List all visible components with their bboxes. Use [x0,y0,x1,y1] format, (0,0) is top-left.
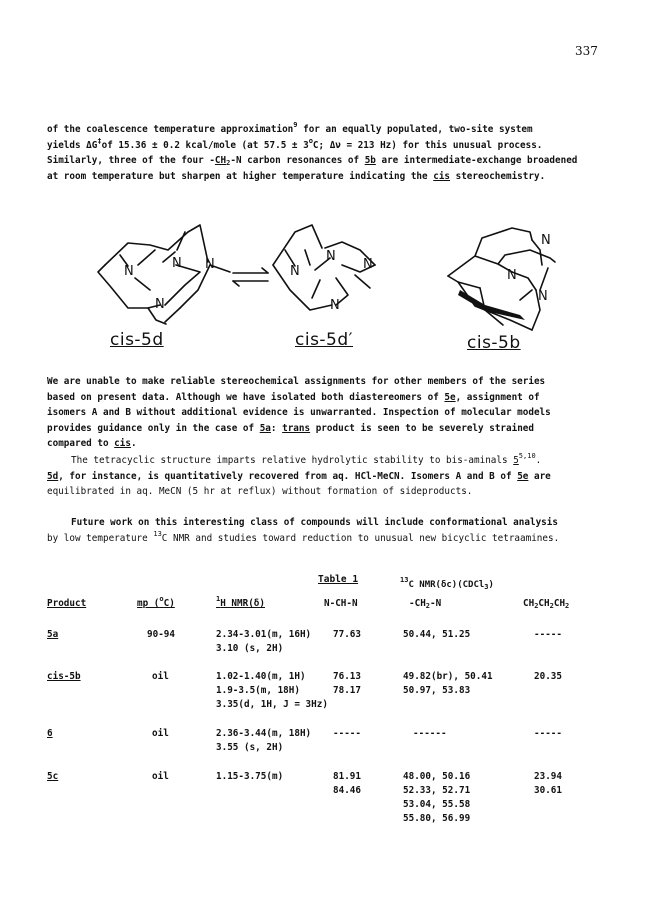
col-header-ch2n: $-CH_2-N$ [409,598,442,610]
row-5c-hnmr: 1.15-3.75(m) [216,771,284,782]
equilibrium-arrows [233,268,268,286]
row-cis5b-nchn: 76.13 78.17 [333,671,361,696]
row-cis5b-mp: oil [152,671,169,682]
row-5c-chchch: 23.94 30.61 [534,771,562,796]
row-6-hnmr: 2.36-3.44(m, 18H) 3.55 (s, 2H) [216,728,312,753]
row-cis5b-chchch: 20.35 [534,671,562,682]
row-5c-nchn: 81.91 84.46 [333,771,361,796]
row-5a-hnmr: 2.34-3.01(m, 16H) 3.10 (s, 2H) [216,629,312,654]
row-cis5b-ch2n: 49.82(br), 50.41 50.97, 53.83 [403,671,493,696]
atom-n-6: N [326,249,336,264]
atom-n-10: N [541,233,551,248]
atom-n-1: N [124,264,134,279]
row-5c-ch2n: 48.00, 50.16 52.33, 52.71 53.04, 55.58 55.80, 56.99 [403,771,471,824]
structure-cis-5d-prime [273,225,375,310]
row-5a-ch2n: 50.44, 51.25 [403,629,471,640]
row-6-nchn: ----- [333,728,361,739]
label-cis-5b: cis-5b [467,333,521,353]
paragraph-future-work: Future work on this interesting class of compounds will include conformational analysis by low temperature $^{13}$C NMR and studies toward reduction to unusual new bicyclic tetraamines. [47,517,560,544]
row-5a-chchch: ----- [534,629,562,640]
row-cis5b-hnmr: 1.02-1.40(m, 1H) 1.9-3.5(m, 18H) 3.35(d, 1H, J = 3Hz) [216,671,328,710]
page-number: 337 [575,44,598,58]
atom-n-5: N [290,264,300,279]
paragraph-stability: The tetracyclic structure imparts relative hydrolytic stability to bis-aminals 5$^{5,10}$. 5d, for instance, is quantitatively recovered from aq. HCl-MeCN. Isomers A and B of 5e are equilibrated in aq. MeCN (5 hr at reflux) without formation of sideproducts. [47,452,551,497]
row-6-ch2n: ------ [413,728,447,739]
atom-n-7: N [363,257,373,272]
col-header-nchn: N-CH-N [324,598,358,609]
label-cis-5d-prime: cis-5d′ [295,330,354,350]
row-cis5b-product: cis-5b [47,671,81,682]
row-5c-product: 5c [47,771,59,782]
col-header-mp: mp ($^o$C) [137,595,175,609]
atom-n-11: N [538,289,548,304]
label-cis-5d: cis-5d [110,330,164,350]
row-6-chchch: ----- [534,728,562,739]
row-6-mp: oil [152,728,169,739]
row-6-product: 6 [47,728,53,739]
row-5c-mp: oil [152,771,169,782]
structures-figure [80,210,600,370]
table-cnmr-header: $^{13}$C NMR(δc)(CDCl$_3$) [400,576,494,591]
row-5a-mp: 90-94 [147,629,175,640]
table-title: Table 1 [318,574,359,585]
col-header-hnmr: $^1$H NMR(δ) [216,595,265,609]
atom-n-4: N [155,297,165,312]
col-header-chchch: $CH_2CH_2CH_2$ [523,598,570,610]
atom-n-3: N [205,257,215,272]
col-header-product: Product [47,598,87,609]
row-5a-nchn: 77.63 [333,629,361,640]
atom-n-8: N [330,298,340,313]
atom-n-2: N [172,256,182,271]
row-5a-product: 5a [47,629,59,640]
paragraph-assignments: We are unable to make reliable stereochemical assignments for other members of the series based on present data. Although we have isolated both diastereomers of 5e, assignment of isomers A and B without additional evidence is unwarranted. Inspection of molecular models provides guidance only in the case of 5a: trans product is seen to be severely strained compared to cis. [47,376,551,449]
paragraph-coalescence: of the coalescence temperature approximation$^9$ for an equally populated, two-site system yields ΔG‡of 15.36 ± 0.2 kcal/mole (at $57.5 \pm 3^oC$; Δν = 213 Hz) for this unusual process. Similarly, three of the four $-CH_2-N$ carbon resonances of 5b are intermediate-exchange broadened at room temperature but sharpen at higher temperature indicating the cis stereochemistry. [47,121,578,182]
atom-n-9: N [507,268,517,283]
